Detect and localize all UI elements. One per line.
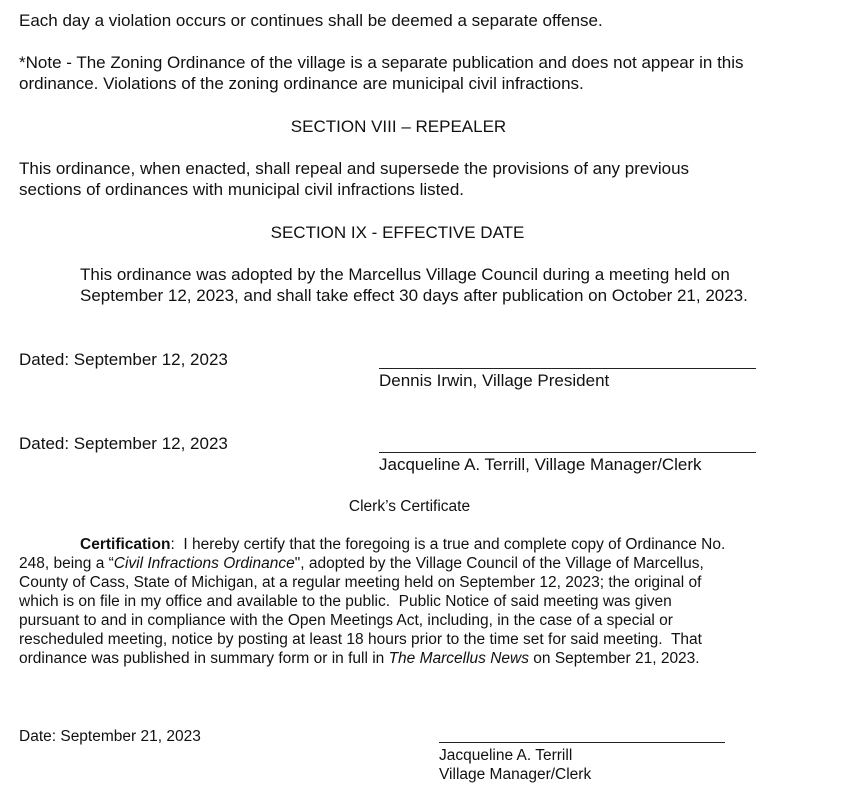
dated-label-1: Dated: September 12, 2023 <box>19 350 228 369</box>
dated-label-2: Dated: September 12, 2023 <box>19 434 228 453</box>
newspaper-name: The Marcellus News <box>388 650 529 667</box>
section-viii-line-1: This ordinance, when enacted, shall repeal and supersede the provisions of any previous <box>19 159 690 178</box>
signer-1: Dennis Irwin, Village President <box>379 371 610 390</box>
certification-line-5: pursuant to and in compliance with the Open Meetings Act, including, in the case of a special or <box>19 612 673 629</box>
note-line-1: *Note - The Zoning Ordinance of the village is a separate publication and does not appear in this <box>19 53 744 72</box>
section-viii-heading: SECTION VIII – REPEALER <box>290 117 507 136</box>
final-date-label: Date: September 21, 2023 <box>19 728 201 745</box>
ordinance-title: Civil Infractions Ordinance <box>113 555 295 572</box>
signer-2: Jacqueline A. Terrill, Village Manager/Clerk <box>379 455 702 474</box>
section-viii-line-2: sections of ordinances with municipal civil infractions listed. <box>19 180 465 199</box>
note-line-2: ordinance. Violations of the zoning ordinance are municipal civil infractions. <box>19 74 584 93</box>
signature-line-1 <box>379 368 756 369</box>
final-signature-line <box>439 742 725 743</box>
certification-line-6: rescheduled meeting, notice by posting at least 18 hours prior to the time set for said meeting. That <box>19 631 702 648</box>
certification-label: Certification <box>80 536 171 553</box>
certification-line-4: which is on file in my office and available to the public. Public Notice of said meeting was given <box>19 593 672 610</box>
section-ix-line-1: This ordinance was adopted by the Marcellus Village Council during a meeting held on <box>80 265 730 284</box>
certification-line-7: ordinance was published in summary form or in full in The Marcellus News on September 21, 2023. <box>19 650 700 667</box>
offense-paragraph: Each day a violation occurs or continues shall be deemed a separate offense. <box>19 11 603 30</box>
section-ix-line-2: September 12, 2023, and shall take effect 30 days after publication on October 21, 2023. <box>80 286 748 305</box>
section-ix-heading: SECTION IX - EFFECTIVE DATE <box>270 223 525 242</box>
certification-line-3: County of Cass, State of Michigan, at a regular meeting held on September 12, 2023; the original of <box>19 574 702 591</box>
signature-line-2 <box>379 452 756 453</box>
final-signer-name: Jacqueline A. Terrill <box>439 747 573 764</box>
certification-line-1: Certification: I hereby certify that the foregoing is a true and complete copy of Ordinance No. <box>80 536 726 553</box>
certification-line-2: 248, being a “Civil Infractions Ordinance", adopted by the Village Council of the Village of Marcellus, <box>19 555 704 572</box>
final-signer-title: Village Manager/Clerk <box>439 766 592 783</box>
clerk-certificate-heading: Clerk’s Certificate <box>348 498 471 515</box>
